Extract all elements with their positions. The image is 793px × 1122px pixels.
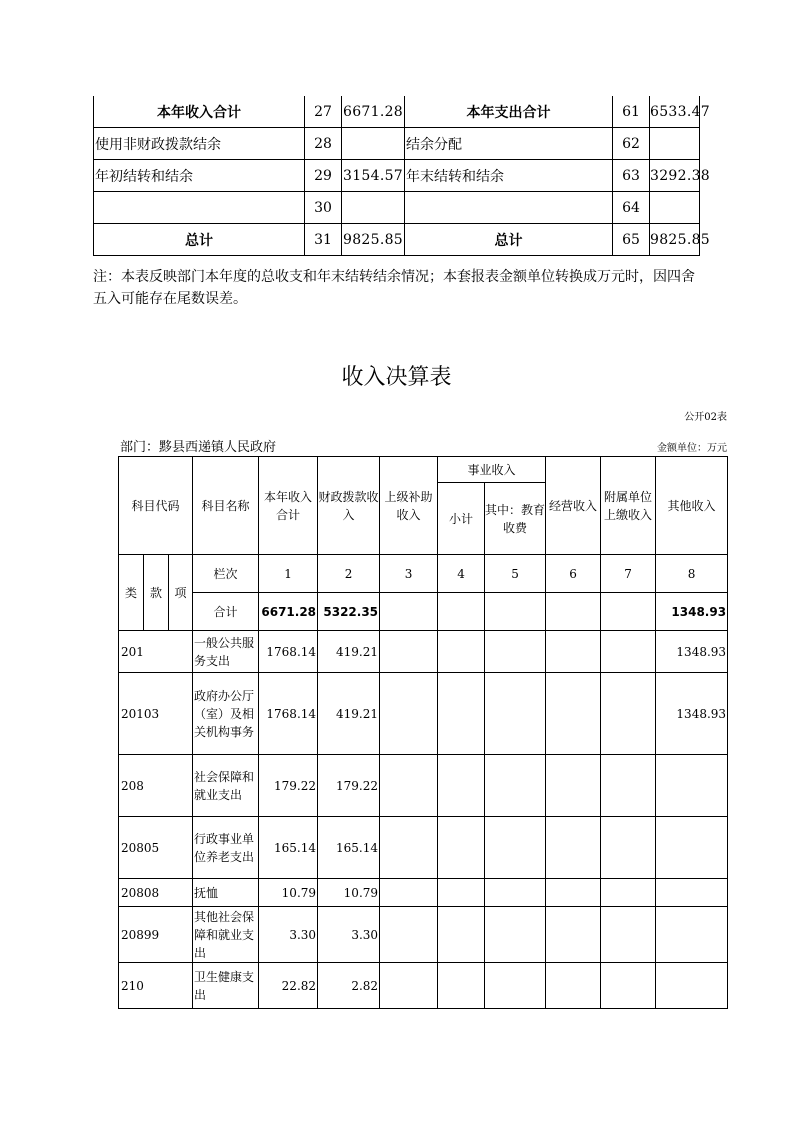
row-empty-cell — [485, 755, 546, 817]
row-empty-cell — [485, 907, 546, 963]
summary-table — [93, 96, 710, 256]
total-col8: 1348.93 — [656, 593, 728, 631]
row-empty-cell — [546, 755, 601, 817]
unit-label: 金额单位：万元 — [657, 443, 727, 454]
header-code: 科目代码 — [119, 457, 193, 555]
header-lei: 类 — [119, 555, 144, 631]
summary-left-label: 年初结转和结余 — [94, 160, 305, 192]
row-empty-cell — [601, 673, 656, 755]
department-label: 部门：黟县西递镇人民政府 — [120, 440, 277, 455]
row-empty-cell — [438, 673, 485, 755]
header-name: 科目名称 — [193, 457, 259, 555]
header-col5: 其中：教育收费 — [485, 483, 546, 555]
row-empty-cell — [601, 963, 656, 1009]
summary-right-no: 65 — [613, 224, 650, 256]
header-col7: 附属单位上缴收入 — [601, 457, 656, 555]
summary-left-amount — [342, 128, 405, 160]
row-empty-cell — [380, 879, 438, 907]
summary-left-no: 31 — [305, 224, 342, 256]
table-row — [119, 963, 728, 1009]
row-code: 20899 — [119, 907, 193, 963]
row-col1: 1768.14 — [259, 631, 318, 673]
header-kuan: 款 — [144, 555, 169, 631]
summary-left-no: 30 — [305, 192, 342, 224]
header-col8: 其他收入 — [656, 457, 728, 555]
total-col1: 6671.28 — [259, 593, 318, 631]
row-col8 — [656, 817, 728, 879]
summary-right-no: 63 — [613, 160, 650, 192]
summary-right-label: 结余分配 — [405, 128, 613, 160]
summary-left-amount: 3154.57 — [342, 160, 405, 192]
header-business-income: 事业收入 — [438, 457, 546, 483]
table-row — [119, 879, 728, 907]
row-empty-cell — [546, 879, 601, 907]
row-empty-cell — [380, 817, 438, 879]
table-row — [119, 907, 728, 963]
row-empty-cell — [601, 817, 656, 879]
row-code: 201 — [119, 631, 193, 673]
summary-right-label: 总计 — [405, 224, 613, 256]
table-note: 注：本表反映部门本年度的总收支和年末结转结余情况；本套报表金额单位转换成万元时，因四舍五入可能存在尾数误差。 — [93, 269, 695, 307]
row-empty-cell — [601, 879, 656, 907]
header-col3: 上级补助收入 — [380, 457, 438, 555]
lanci-5: 5 — [485, 555, 546, 593]
lanci-3: 3 — [380, 555, 438, 593]
row-empty-cell — [485, 879, 546, 907]
row-empty-cell — [485, 817, 546, 879]
summary-row — [94, 192, 700, 224]
row-empty-cell — [438, 879, 485, 907]
summary-right-amount: 9825.85 — [650, 224, 700, 256]
lanci-1: 1 — [259, 555, 318, 593]
row-col8: 1348.93 — [656, 631, 728, 673]
row-col8: 1348.93 — [656, 673, 728, 755]
summary-right-amount: 6533.47 — [650, 96, 700, 128]
row-code: 20808 — [119, 879, 193, 907]
row-name: 社会保障和就业支出 — [193, 755, 259, 817]
summary-right-label: 本年支出合计 — [405, 96, 613, 128]
row-empty-cell — [380, 755, 438, 817]
row-empty-cell — [380, 907, 438, 963]
total-col2: 5322.35 — [318, 593, 380, 631]
row-col1: 22.82 — [259, 963, 318, 1009]
summary-right-amount — [650, 192, 700, 224]
row-empty-cell — [438, 817, 485, 879]
summary-row — [94, 96, 700, 128]
row-col8 — [656, 879, 728, 907]
lanci-8: 8 — [656, 555, 728, 593]
page-title: 收入决算表 — [341, 365, 452, 390]
summary-left-no: 27 — [305, 96, 342, 128]
row-col1: 3.30 — [259, 907, 318, 963]
row-col2: 10.79 — [318, 879, 380, 907]
row-col2: 2.82 — [318, 963, 380, 1009]
lanci-label: 栏次 — [193, 555, 259, 593]
summary-right-no: 64 — [613, 192, 650, 224]
summary-right-label: 年末结转和结余 — [405, 160, 613, 192]
row-empty-cell — [438, 631, 485, 673]
table-row — [119, 755, 728, 817]
row-name: 行政事业单位养老支出 — [193, 817, 259, 879]
row-empty-cell — [380, 673, 438, 755]
row-empty-cell — [601, 755, 656, 817]
row-empty-cell — [485, 631, 546, 673]
row-empty-cell — [485, 963, 546, 1009]
lanci-4: 4 — [438, 555, 485, 593]
row-empty-cell — [485, 673, 546, 755]
row-col1: 1768.14 — [259, 673, 318, 755]
summary-row — [94, 128, 700, 160]
row-col2: 419.21 — [318, 673, 380, 755]
row-code: 210 — [119, 963, 193, 1009]
table-number: 公开02表 — [684, 412, 727, 423]
summary-left-amount: 6671.28 — [342, 96, 405, 128]
lanci-6: 6 — [546, 555, 601, 593]
row-col1: 10.79 — [259, 879, 318, 907]
header-xiang: 项 — [169, 555, 193, 631]
row-empty-cell — [546, 817, 601, 879]
row-empty-cell — [601, 631, 656, 673]
summary-left-no: 28 — [305, 128, 342, 160]
row-code: 208 — [119, 755, 193, 817]
summary-left-label — [94, 192, 305, 224]
summary-row — [94, 224, 700, 256]
summary-left-amount — [342, 192, 405, 224]
table-row — [119, 817, 728, 879]
row-col1: 165.14 — [259, 817, 318, 879]
lanci-7: 7 — [601, 555, 656, 593]
lanci-2: 2 — [318, 555, 380, 593]
summary-right-no: 62 — [613, 128, 650, 160]
header-col1: 本年收入合计 — [259, 457, 318, 555]
summary-left-amount: 9825.85 — [342, 224, 405, 256]
row-empty-cell — [380, 631, 438, 673]
income-table — [118, 456, 728, 1009]
row-empty-cell — [601, 907, 656, 963]
summary-left-label: 使用非财政拨款结余 — [94, 128, 305, 160]
row-name: 抚恤 — [193, 879, 259, 907]
row-empty-cell — [546, 963, 601, 1009]
row-col8 — [656, 755, 728, 817]
summary-left-no: 29 — [305, 160, 342, 192]
row-col8 — [656, 963, 728, 1009]
row-name: 其他社会保障和就业支出 — [193, 907, 259, 963]
row-empty-cell — [546, 907, 601, 963]
table-row — [119, 631, 728, 673]
row-empty-cell — [546, 631, 601, 673]
summary-right-amount: 3292.38 — [650, 160, 700, 192]
row-code: 20805 — [119, 817, 193, 879]
row-col1: 179.22 — [259, 755, 318, 817]
row-name: 一般公共服务支出 — [193, 631, 259, 673]
row-col2: 179.22 — [318, 755, 380, 817]
table-row — [119, 673, 728, 755]
row-col2: 165.14 — [318, 817, 380, 879]
header-col4: 小计 — [438, 483, 485, 555]
summary-right-amount — [650, 128, 700, 160]
summary-row — [94, 160, 700, 192]
row-code: 20103 — [119, 673, 193, 755]
row-name: 政府办公厅（室）及相关机构事务 — [193, 673, 259, 755]
summary-right-no: 61 — [613, 96, 650, 128]
row-empty-cell — [546, 673, 601, 755]
summary-left-label: 总计 — [94, 224, 305, 256]
row-empty-cell — [438, 907, 485, 963]
row-col2: 3.30 — [318, 907, 380, 963]
summary-left-label: 本年收入合计 — [94, 96, 305, 128]
row-col2: 419.21 — [318, 631, 380, 673]
header-col6: 经营收入 — [546, 457, 601, 555]
row-empty-cell — [438, 963, 485, 1009]
row-empty-cell — [438, 755, 485, 817]
total-label: 合计 — [193, 593, 259, 631]
row-empty-cell — [380, 963, 438, 1009]
summary-right-label — [405, 192, 613, 224]
header-col2: 财政拨款收入 — [318, 457, 380, 555]
row-col8 — [656, 907, 728, 963]
row-name: 卫生健康支出 — [193, 963, 259, 1009]
